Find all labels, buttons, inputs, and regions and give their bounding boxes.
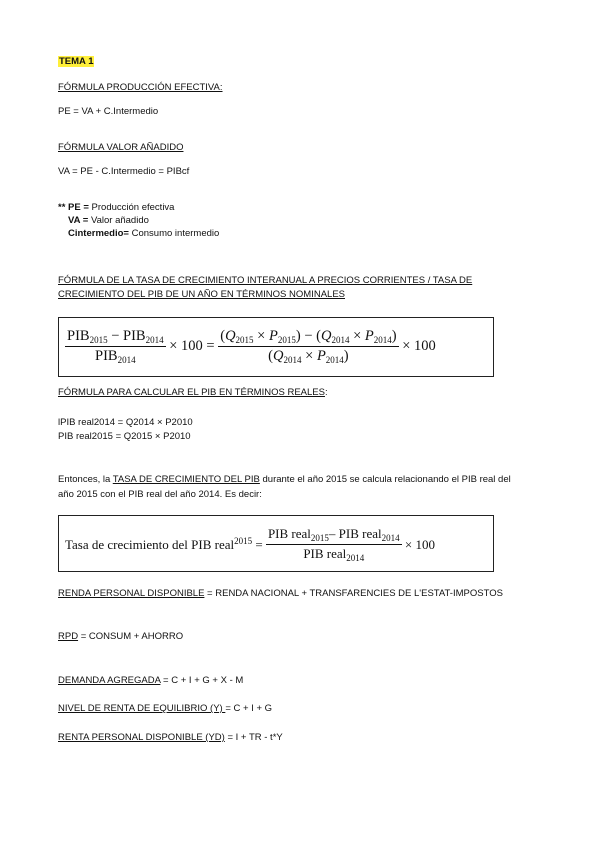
legend-line-cintermedio: Cintermedio= Consumo intermedio [68,228,220,239]
fraction-pib-nominal: $\frac{PIB_{2015} - PIB_{2014}}{PIB_{2014}}$ [67,328,164,365]
formula-pib-real-2014: lPIB real2014 = Q2014 × P2010 [58,417,193,428]
paragraph-tasa-line1: Entonces, la TASA DE CRECIMIENTO DEL PIB durante el año 2015 se calcula relacionando el PIB real del [58,474,511,485]
heading-pib-reales: FÓRMULA PARA CALCULAR EL PIB EN TÉRMINOS REALES: [58,387,328,398]
formula-box-nominal [58,317,494,377]
formula-box-real [58,515,494,572]
formula-rpd: RPD = CONSUM + AHORRO [58,631,184,642]
formula-nominal-growth: $\frac{PIB_{2015} - PIB_{2014}}{PIB_{2014}}$ × 100 = $\frac{(Q_{2015} \times P_{2015}) - (Q_{2014} \times P_{2014})}{(Q_{2014} \times P_{2014})}$ × 100 [67,328,436,365]
fraction-q-p: $\frac{(Q_{2015} \times P_{2015}) - (Q_{2014} \times P_{2014})}{(Q_{2014} \times P_{2014})}$ [220,328,397,365]
formula-valor-anadido: VA = PE - C.Intermedio = PIBcf [58,166,190,177]
heading-produccion-efectiva: FÓRMULA PRODUCCIÓN EFECTIVA: [58,82,223,93]
heading-valor-anadido: FÓRMULA VALOR AÑADIDO [58,142,184,153]
tasa-crecimiento-link: TASA DE CRECIMIENTO DEL PIB [112,474,260,485]
formula-produccion-efectiva: PE = VA + C.Intermedio [58,106,159,117]
formula-renta-personal-yd: RENTA PERSONAL DISPONIBLE (YD) = I + TR - t*Y [58,732,283,743]
document-title: TEMA 1 [59,56,94,67]
formula-renta-equilibrio: NIVEL DE RENTA DE EQUILIBRIO (Y) = C + I + G [58,703,273,714]
heading-tasa-nominal-line1: FÓRMULA DE LA TASA DE CRECIMIENTO INTERANUAL A PRECIOS CORRIENTES / TASA DE [58,275,473,286]
legend-line-va: VA = Valor añadido [68,215,149,226]
formula-demanda-agregada: DEMANDA AGREGADA = C + I + G + X - M [58,675,244,686]
legend-line-pe: ** PE = Producción efectiva [58,202,175,213]
paragraph-tasa-line2: año 2015 con el PIB real del año 2014. Es decir: [58,489,262,500]
formula-real-growth: Tasa de crecimiento del PIB real$^{2015}$ = $\frac{PIB real_{2015}- PIB real_{2014}}{PIB real_{2014}}$ × 100 [65,526,435,563]
heading-tasa-nominal-line2: CRECIMIENTO DEL PIB DE UN AÑO EN TÉRMINOS NOMINALES [58,289,345,300]
fraction-pib-real: $\frac{PIB real_{2015}- PIB real_{2014}}{PIB real_{2014}}$ [267,526,400,563]
formula-renda-personal-disponible: RENDA PERSONAL DISPONIBLE = RENDA NACIONAL + TRANSFARENCIES DE L'ESTAT-IMPOSTOS [58,588,503,599]
formula-pib-real-2015: PIB real2015 = Q2015 × P2010 [58,431,191,442]
